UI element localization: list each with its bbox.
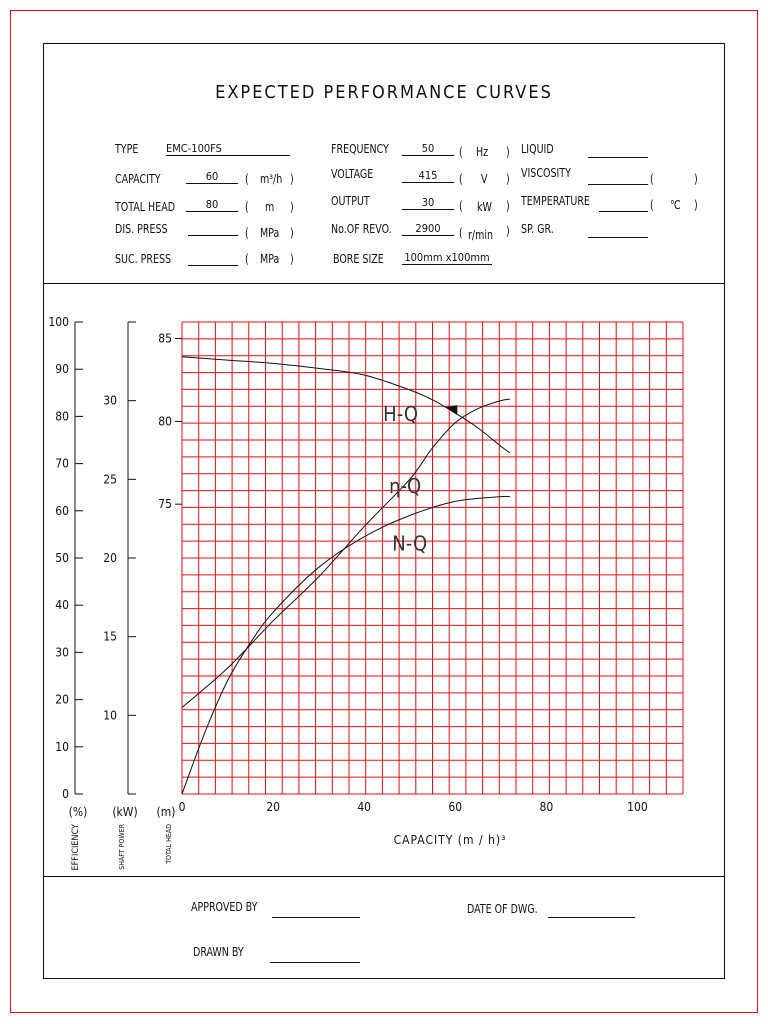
page-title: EXPECTED PERFORMANCE CURVES [215, 82, 553, 103]
suc-press-label: SUC. PRESS [115, 252, 172, 266]
total-head-label: TOTAL HEAD [115, 200, 176, 214]
chart-grid [182, 322, 683, 794]
series-nq-curve [182, 399, 510, 707]
efficiency-tick-label: 80 [55, 409, 69, 424]
shaft-power-tick-label: 30 [103, 393, 117, 408]
curve-label-hq: H-Q [383, 402, 419, 427]
temperature-unit: ℃ [670, 198, 681, 212]
date-of-dwg-label: DATE OF DWG. [467, 902, 538, 916]
suc-press-unit-close: ) [290, 252, 294, 266]
viscosity-label: VISCOSITY [521, 166, 571, 180]
capacity-unit: m³/h [260, 172, 283, 186]
total-head-unit-label: (m) [156, 805, 176, 819]
total-head-tick-label: 80 [158, 414, 172, 429]
total-head-axis-title: TOTAL HEAD [165, 824, 173, 864]
approved-by-field[interactable] [272, 904, 360, 918]
efficiency-tick-label: 10 [55, 739, 69, 754]
liquid-label: LIQUID [521, 142, 554, 156]
output-unit-close: ) [506, 199, 510, 213]
frequency-unit: Hz [476, 145, 489, 159]
efficiency-tick-label: 20 [55, 692, 69, 707]
bore-size-label: BORE SIZE [333, 252, 384, 266]
output-unit: kW [477, 200, 492, 214]
curve-label-nq: N-Q [392, 531, 428, 556]
dis-press-label: DIS. PRESS [115, 222, 168, 236]
x-tick-label: 40 [357, 800, 372, 814]
efficiency-tick-label: 40 [55, 598, 69, 613]
date-of-dwg-field[interactable] [548, 904, 635, 918]
voltage-unit: V [481, 172, 488, 186]
efficiency-unit-label: (%) [68, 805, 88, 819]
voltage-value: 415 [402, 169, 454, 183]
suc-press-unit: MPa [260, 252, 280, 266]
efficiency-axis-title: EFFICIENCY [71, 824, 81, 871]
shaft-power-unit-label: (kW) [112, 805, 138, 819]
dis-press-unit-close: ) [290, 226, 294, 240]
capacity-unit-close: ) [290, 172, 294, 186]
x-tick-label: 0 [178, 800, 186, 814]
frequency-value: 50 [402, 142, 454, 156]
type-value: EMC-100FS [166, 142, 290, 156]
shaft-power-tick-label: 10 [103, 708, 117, 723]
revo-unit-open: ( [459, 226, 463, 240]
capacity-label: CAPACITY [115, 172, 161, 186]
revo-label: No.OF REVO. [331, 222, 392, 236]
total-head-tick-label: 85 [158, 331, 172, 346]
x-tick-label: 100 [627, 800, 648, 814]
efficiency-tick-label: 100 [48, 315, 69, 329]
revo-unit: r/min [468, 228, 494, 242]
temperature-label: TEMPERATURE [521, 194, 590, 208]
shaft-power-tick-label: 20 [103, 551, 117, 565]
total-head-unit-close: ) [290, 200, 294, 214]
type-label: TYPE [115, 142, 139, 156]
chart-axes [48, 315, 647, 870]
efficiency-tick-label: 30 [55, 645, 69, 660]
efficiency-tick-label: 90 [55, 362, 69, 377]
x-tick-label: 80 [539, 800, 554, 814]
efficiency-tick-label: 70 [55, 456, 69, 471]
drawn-by-label: DRAWN BY [193, 945, 244, 959]
temperature-unit-close: ) [694, 198, 698, 212]
x-tick-label: 60 [448, 800, 463, 814]
shaft-power-tick-label: 15 [103, 629, 117, 644]
bore-size-value: 100mm x100mm [402, 251, 492, 265]
efficiency-tick-label: 0 [62, 787, 69, 801]
total-head-tick-label: 75 [158, 497, 172, 512]
viscosity-unit-open: ( [650, 172, 654, 186]
shaft-power-axis-title: SHAFT POWER [118, 824, 126, 870]
curve-label-q: η-Q [389, 474, 422, 499]
drawn-by-field[interactable] [270, 949, 360, 963]
total-head-value: 80 [186, 198, 238, 212]
capacity-unit-open: ( [245, 172, 249, 186]
total-head-unit: m [265, 200, 275, 214]
series-hq-curve [182, 357, 510, 453]
viscosity-unit-close: ) [694, 172, 698, 186]
chart-labels [383, 402, 427, 555]
voltage-unit-close: ) [506, 172, 510, 186]
voltage-unit-open: ( [459, 172, 463, 186]
dis-press-unit-open: ( [245, 226, 249, 240]
voltage-label: VOLTAGE [331, 167, 374, 181]
x-tick-label: 20 [266, 800, 280, 814]
revo-value: 2900 [402, 222, 454, 236]
frequency-unit-close: ) [506, 145, 510, 159]
suc-press-unit-open: ( [245, 252, 249, 266]
total-head-unit-open: ( [245, 200, 249, 214]
revo-unit-close: ) [506, 224, 510, 238]
frequency-label: FREQUENCY [331, 142, 389, 156]
x-axis-title: CAPACITY (m / h)³ [393, 833, 507, 847]
output-value: 30 [402, 196, 454, 210]
shaft-power-tick-label: 25 [103, 472, 117, 487]
chart-series [182, 357, 510, 794]
efficiency-tick-label: 60 [55, 503, 69, 518]
temperature-unit-open: ( [650, 198, 654, 212]
efficiency-tick-label: 50 [55, 551, 69, 565]
sp-gr-label: SP. GR. [521, 222, 554, 236]
dis-press-unit: MPa [260, 226, 280, 240]
frequency-unit-open: ( [459, 145, 463, 159]
output-unit-open: ( [459, 199, 463, 213]
capacity-value: 60 [186, 170, 238, 184]
output-label: OUTPUT [331, 194, 370, 208]
approved-by-label: APPROVED BY [191, 900, 258, 914]
